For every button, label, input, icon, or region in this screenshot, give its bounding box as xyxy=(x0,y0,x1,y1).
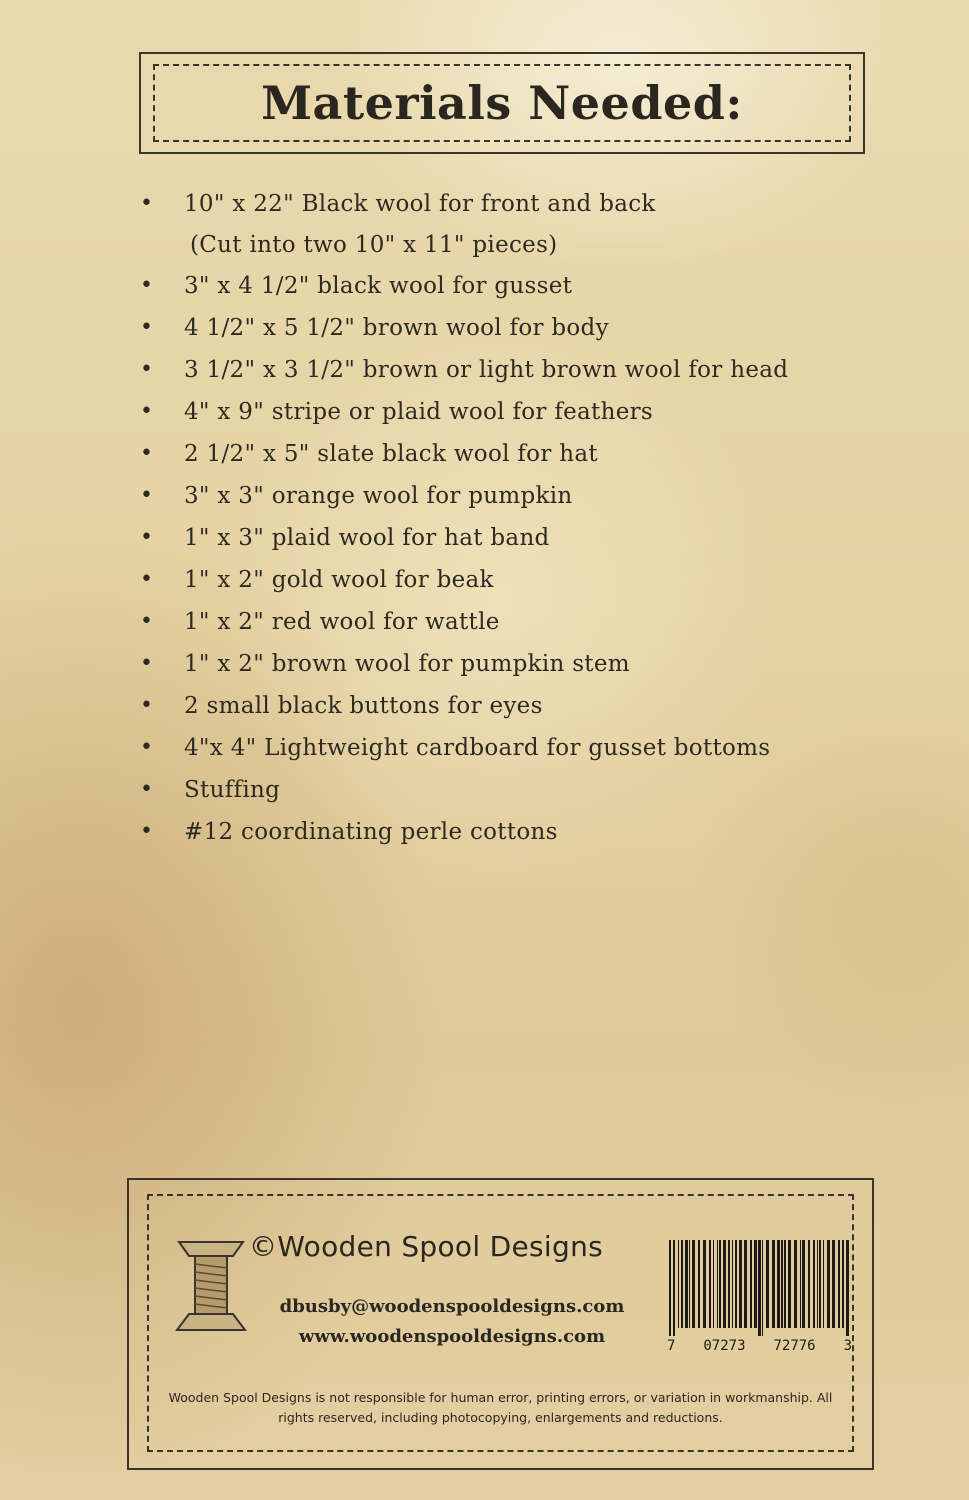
barcode-bar xyxy=(754,1240,757,1328)
footer-frame xyxy=(127,1178,874,1470)
material-text: 1" x 3" plaid wool for hat band xyxy=(184,525,550,551)
bullet-icon: • xyxy=(140,191,154,216)
bullet-icon: • xyxy=(140,777,154,802)
barcode-bar xyxy=(762,1240,763,1336)
barcode-bar xyxy=(703,1240,706,1328)
bullet-icon: • xyxy=(140,651,154,676)
title-frame xyxy=(139,52,865,154)
barcode-digits xyxy=(667,1338,852,1354)
barcode-bar xyxy=(728,1240,730,1328)
material-item xyxy=(140,559,900,601)
barcode-bar xyxy=(739,1240,742,1328)
contact-email[interactable]: dbusby@woodenspooldesigns.com xyxy=(279,1296,625,1317)
barcode-bar xyxy=(719,1240,721,1328)
barcode-bar xyxy=(772,1240,775,1328)
material-text: 4 1/2" x 5 1/2" brown wool for body xyxy=(184,315,609,341)
barcode-bar xyxy=(735,1240,737,1328)
barcode-bar xyxy=(681,1240,683,1328)
barcode-bar xyxy=(732,1240,733,1328)
barcode-bar xyxy=(758,1240,761,1336)
barcode-bar xyxy=(788,1240,791,1328)
page-title: Materials Needed: xyxy=(261,76,743,130)
material-text: 1" x 2" gold wool for beak xyxy=(184,567,494,593)
material-item xyxy=(140,475,900,517)
barcode-bar xyxy=(698,1240,700,1328)
material-item xyxy=(140,643,900,685)
barcode-digit-group: 07273 xyxy=(703,1338,746,1354)
material-item xyxy=(140,601,900,643)
material-text: 4"x 4" Lightweight cardboard for gusset bottoms xyxy=(184,735,771,761)
material-text: 3 1/2" x 3 1/2" brown or light brown wool for head xyxy=(184,357,789,383)
barcode-bar xyxy=(813,1240,815,1328)
materials-list xyxy=(140,183,900,853)
material-item xyxy=(140,811,900,853)
title-frame-dashed xyxy=(153,64,851,142)
material-text: 10" x 22" Black wool for front and back xyxy=(184,191,656,217)
material-text: 3" x 3" orange wool for pumpkin xyxy=(184,483,573,509)
material-item xyxy=(140,183,900,265)
barcode-bar xyxy=(817,1240,818,1328)
bullet-icon: • xyxy=(140,273,154,298)
barcode-bar xyxy=(678,1240,679,1328)
bullet-icon: • xyxy=(140,315,154,340)
barcode-bar xyxy=(808,1240,810,1328)
bullet-icon: • xyxy=(140,357,154,382)
bullet-icon: • xyxy=(140,399,154,424)
barcode-bar xyxy=(717,1240,718,1328)
barcode-bar xyxy=(794,1240,797,1328)
barcode-bar xyxy=(842,1240,844,1328)
barcode-bar xyxy=(723,1240,726,1328)
footer-frame-dashed xyxy=(147,1194,854,1452)
barcode xyxy=(667,1240,852,1360)
material-text: 3" x 4 1/2" black wool for gusset xyxy=(184,273,573,299)
material-item xyxy=(140,727,900,769)
barcode-digit-group: 3 xyxy=(843,1338,852,1354)
barcode-bar xyxy=(692,1240,695,1328)
barcode-bar xyxy=(709,1240,711,1328)
bullet-icon: • xyxy=(140,693,154,718)
material-item xyxy=(140,517,900,559)
bullet-icon: • xyxy=(140,483,154,508)
bullet-icon: • xyxy=(140,609,154,634)
barcode-bar xyxy=(777,1240,780,1328)
contact-website[interactable]: www.woodenspooldesigns.com xyxy=(298,1326,606,1347)
material-text: 2 1/2" x 5" slate black wool for hat xyxy=(184,441,598,467)
material-text: Stuffing xyxy=(184,777,281,803)
barcode-bar xyxy=(689,1240,690,1328)
barcode-bar xyxy=(802,1240,805,1328)
disclaimer: Wooden Spool Designs is not responsible for human error, printing errors, or variation in workmanship. All rights reserved, including photocopying, enlargements and reductions. xyxy=(168,1390,833,1425)
bullet-icon: • xyxy=(140,819,154,844)
barcode-bar xyxy=(827,1240,830,1328)
barcode-bar xyxy=(744,1240,747,1328)
spool-icon xyxy=(171,1236,251,1336)
company-name: ©Wooden Spool Designs xyxy=(249,1230,604,1263)
material-text: 1" x 2" red wool for wattle xyxy=(184,609,500,635)
barcode-bar xyxy=(838,1240,840,1328)
material-text: 2 small black buttons for eyes xyxy=(184,693,543,719)
barcode-bar xyxy=(800,1240,801,1328)
material-text: 4" x 9" stripe or plaid wool for feathers xyxy=(184,399,654,425)
material-subtext: (Cut into two 10" x 11" pieces) xyxy=(190,232,558,258)
barcode-bar xyxy=(713,1240,714,1328)
barcode-digit-group: 7 xyxy=(667,1338,676,1354)
barcode-bar xyxy=(832,1240,835,1328)
bullet-icon: • xyxy=(140,525,154,550)
material-item xyxy=(140,685,900,727)
material-item xyxy=(140,769,900,811)
barcode-bar xyxy=(750,1240,752,1328)
barcode-bar xyxy=(685,1240,688,1328)
barcode-bar xyxy=(823,1240,824,1328)
barcode-bar xyxy=(766,1240,769,1328)
barcode-bar xyxy=(846,1240,849,1336)
material-text: 1" x 2" brown wool for pumpkin stem xyxy=(184,651,630,677)
material-item xyxy=(140,391,900,433)
bullet-icon: • xyxy=(140,441,154,466)
material-item xyxy=(140,433,900,475)
bullet-icon: • xyxy=(140,735,154,760)
barcode-bar xyxy=(673,1240,675,1336)
barcode-bar xyxy=(781,1240,783,1328)
bullet-icon: • xyxy=(140,567,154,592)
barcode-bars xyxy=(667,1240,852,1336)
material-item xyxy=(140,307,900,349)
material-item xyxy=(140,265,900,307)
barcode-bar xyxy=(784,1240,786,1328)
barcode-digit-group: 72776 xyxy=(773,1338,816,1354)
barcode-bar xyxy=(669,1240,671,1336)
barcode-bar xyxy=(819,1240,821,1328)
material-text: #12 coordinating perle cottons xyxy=(184,819,558,845)
material-item xyxy=(140,349,900,391)
